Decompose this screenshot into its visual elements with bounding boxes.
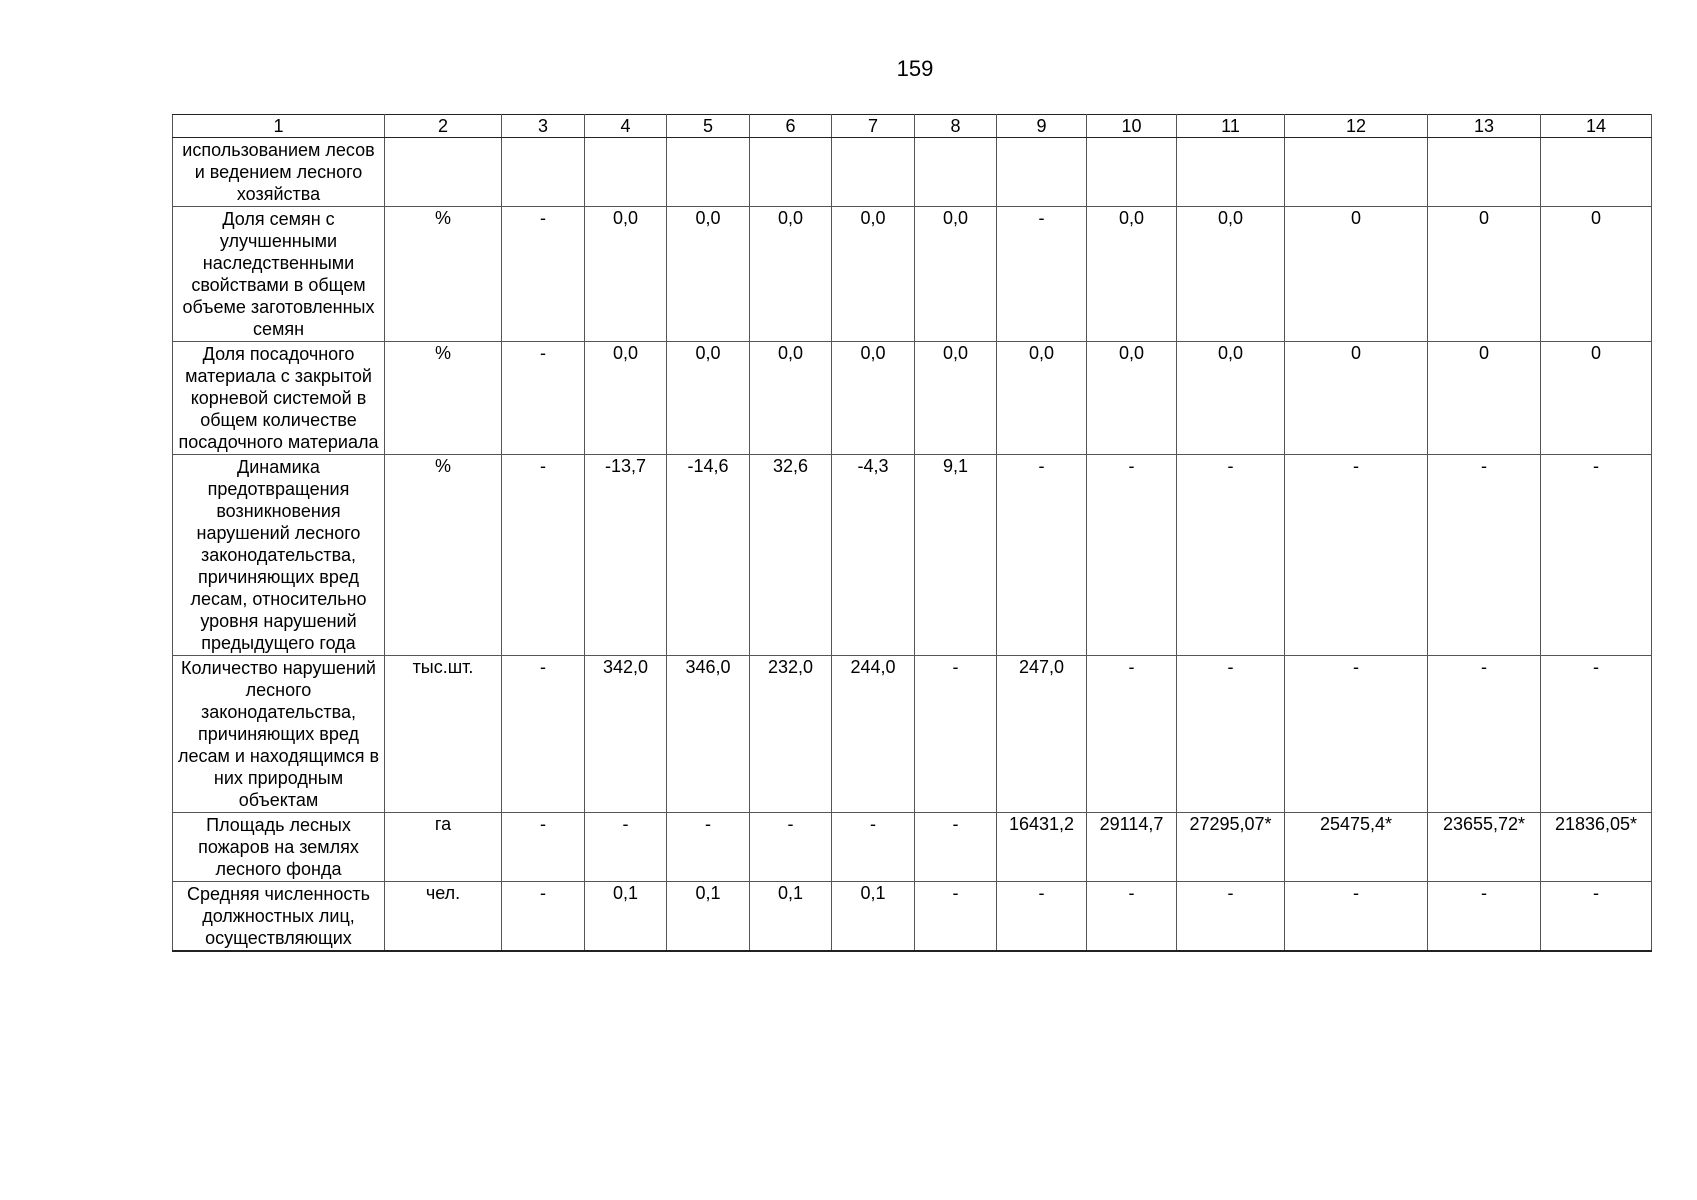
value-cell: 0 [1428, 207, 1541, 342]
value-cell [915, 138, 997, 207]
table-header [173, 115, 1652, 138]
value-cell: 16431,2 [997, 813, 1087, 882]
value-cell: - [502, 342, 585, 455]
value-cell: 0,1 [832, 882, 915, 952]
value-cell: - [1541, 882, 1652, 952]
value-cell: 244,0 [832, 656, 915, 813]
table-row [173, 813, 1652, 882]
value-cell: - [1428, 882, 1541, 952]
value-cell [750, 138, 832, 207]
value-cell: тыс.шт. [385, 656, 502, 813]
value-cell: 21836,05* [1541, 813, 1652, 882]
value-cell: 0,0 [915, 342, 997, 455]
value-cell: 9,1 [915, 455, 997, 656]
value-cell: 0,1 [585, 882, 667, 952]
value-cell: % [385, 207, 502, 342]
value-cell [997, 138, 1087, 207]
value-cell: - [1541, 656, 1652, 813]
column-header: 1 [173, 115, 385, 138]
value-cell: - [750, 813, 832, 882]
column-header: 2 [385, 115, 502, 138]
indicator-cell: Площадь лесных пожаров на землях лесного фонда [173, 813, 385, 882]
value-cell: 27295,07* [1177, 813, 1285, 882]
value-cell [502, 138, 585, 207]
value-cell: - [502, 656, 585, 813]
column-header: 12 [1285, 115, 1428, 138]
value-cell: - [915, 656, 997, 813]
indicator-cell: Динамика предотвращения возникновения нарушений лесного законодательства, причиняющих вред лесам, относительно уровня нарушений предыдущего года [173, 455, 385, 656]
value-cell: 0,0 [750, 207, 832, 342]
value-cell: 0,0 [997, 342, 1087, 455]
value-cell: - [502, 455, 585, 656]
value-cell: - [1285, 882, 1428, 952]
value-cell: - [915, 882, 997, 952]
page-number: 159 [896, 56, 934, 81]
value-cell: 0,0 [832, 342, 915, 455]
value-cell: 0 [1428, 342, 1541, 455]
value-cell: 0 [1541, 342, 1652, 455]
indicator-cell: Средняя численность должностных лиц, осуществляющих [173, 882, 385, 952]
indicator-cell: Доля посадочного материала с закрытой корневой системой в общем количестве посадочного материала [173, 342, 385, 455]
value-cell: - [1285, 656, 1428, 813]
table-row [173, 138, 1652, 207]
value-cell: 0 [1541, 207, 1652, 342]
value-cell: - [997, 882, 1087, 952]
value-cell: 23655,72* [1428, 813, 1541, 882]
value-cell [1285, 138, 1428, 207]
value-cell: 0,0 [1087, 207, 1177, 342]
table-row [173, 455, 1652, 656]
value-cell: - [502, 882, 585, 952]
table-row [173, 342, 1652, 455]
column-header: 7 [832, 115, 915, 138]
value-cell: % [385, 455, 502, 656]
column-header: 4 [585, 115, 667, 138]
table-row [173, 656, 1652, 813]
value-cell: - [1285, 455, 1428, 656]
value-cell: % [385, 342, 502, 455]
value-cell: - [1177, 656, 1285, 813]
value-cell: 0,0 [1087, 342, 1177, 455]
value-cell [385, 138, 502, 207]
value-cell: 0,0 [585, 207, 667, 342]
value-cell: - [1087, 455, 1177, 656]
value-cell: 346,0 [667, 656, 750, 813]
indicators-table [172, 114, 1652, 952]
value-cell: 0 [1285, 342, 1428, 455]
value-cell: 342,0 [585, 656, 667, 813]
value-cell: 0 [1285, 207, 1428, 342]
value-cell: - [915, 813, 997, 882]
value-cell [667, 138, 750, 207]
table-body [173, 138, 1652, 952]
value-cell: 0,0 [667, 342, 750, 455]
indicator-cell: использованием лесов и ведением лесного хозяйства [173, 138, 385, 207]
column-header: 11 [1177, 115, 1285, 138]
column-header: 6 [750, 115, 832, 138]
value-cell [1541, 138, 1652, 207]
table-row [173, 207, 1652, 342]
value-cell: -14,6 [667, 455, 750, 656]
value-cell: 29114,7 [1087, 813, 1177, 882]
value-cell: 247,0 [997, 656, 1087, 813]
value-cell: 0,0 [585, 342, 667, 455]
value-cell: - [1177, 455, 1285, 656]
value-cell: 0,0 [750, 342, 832, 455]
column-header: 8 [915, 115, 997, 138]
value-cell [832, 138, 915, 207]
value-cell: - [1087, 882, 1177, 952]
value-cell: - [832, 813, 915, 882]
header-row [173, 115, 1652, 138]
value-cell [1177, 138, 1285, 207]
table-row [173, 882, 1652, 952]
column-header: 3 [502, 115, 585, 138]
value-cell: 0,1 [750, 882, 832, 952]
value-cell: 0,0 [667, 207, 750, 342]
value-cell: - [997, 207, 1087, 342]
value-cell: 0,0 [832, 207, 915, 342]
column-header: 10 [1087, 115, 1177, 138]
value-cell: - [502, 813, 585, 882]
value-cell: - [502, 207, 585, 342]
column-header: 5 [667, 115, 750, 138]
value-cell [1087, 138, 1177, 207]
value-cell: 32,6 [750, 455, 832, 656]
column-header: 9 [997, 115, 1087, 138]
value-cell: - [997, 455, 1087, 656]
value-cell: чел. [385, 882, 502, 952]
value-cell: 0,0 [1177, 342, 1285, 455]
value-cell: га [385, 813, 502, 882]
indicator-cell: Количество нарушений лесного законодательства, причиняющих вред лесам и находящимся в них природным объектам [173, 656, 385, 813]
indicator-cell: Доля семян с улучшенными наследственными свойствами в общем объеме заготовленных семян [173, 207, 385, 342]
value-cell [585, 138, 667, 207]
value-cell [1428, 138, 1541, 207]
value-cell: - [1428, 455, 1541, 656]
value-cell: - [1087, 656, 1177, 813]
value-cell: 0,1 [667, 882, 750, 952]
value-cell: 232,0 [750, 656, 832, 813]
value-cell: 25475,4* [1285, 813, 1428, 882]
value-cell: 0,0 [915, 207, 997, 342]
value-cell: -4,3 [832, 455, 915, 656]
value-cell: - [1177, 882, 1285, 952]
value-cell: -13,7 [585, 455, 667, 656]
column-header: 13 [1428, 115, 1541, 138]
value-cell: - [585, 813, 667, 882]
value-cell: - [667, 813, 750, 882]
column-header: 14 [1541, 115, 1652, 138]
value-cell: 0,0 [1177, 207, 1285, 342]
value-cell: - [1541, 455, 1652, 656]
value-cell: - [1428, 656, 1541, 813]
